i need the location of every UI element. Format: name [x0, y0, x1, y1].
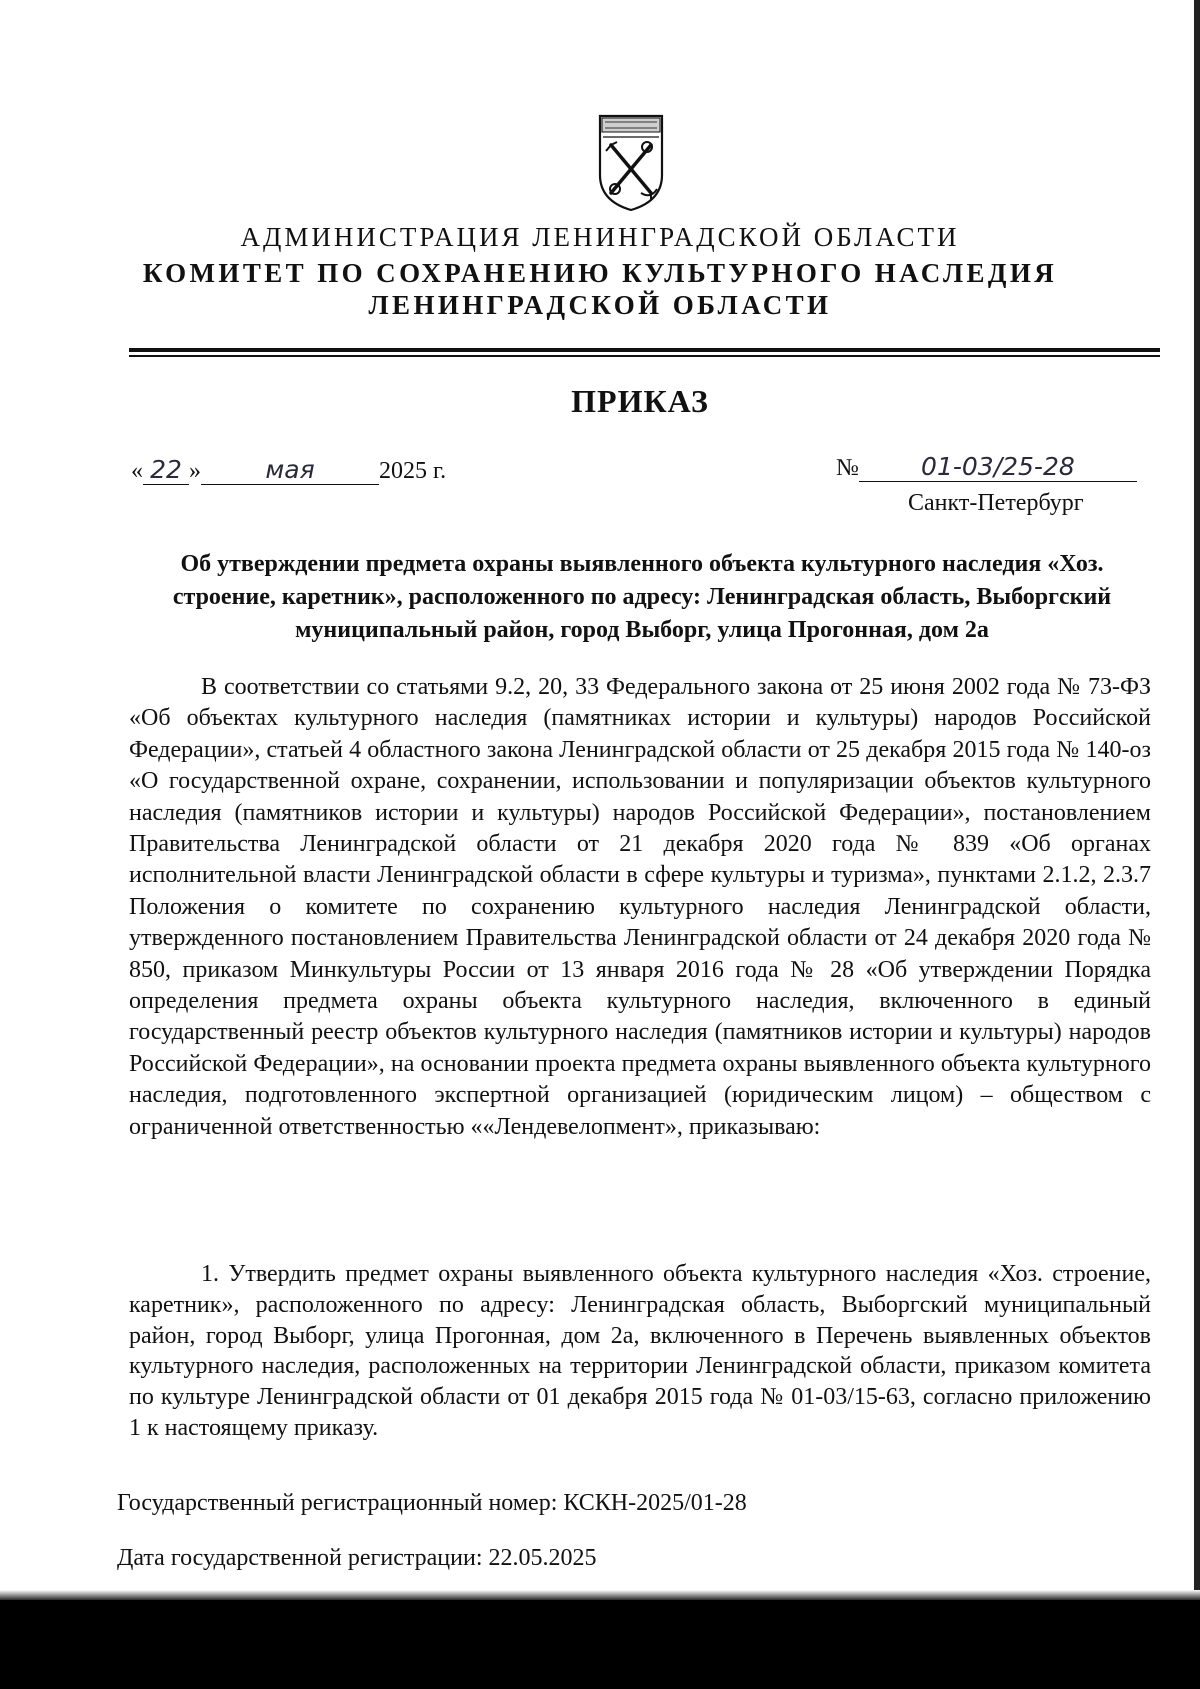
scan-edge-bottom	[0, 1600, 1200, 1689]
order-number-prefix: №	[836, 455, 859, 481]
order-number-line	[836, 452, 1137, 482]
order-day-field: 22	[143, 455, 189, 485]
header-rule-thick	[129, 348, 1160, 352]
order-title: ПРИКАЗ	[571, 383, 709, 419]
quote-close: »	[189, 458, 201, 484]
coat-of-arms-icon	[597, 113, 665, 213]
quote-open: «	[131, 458, 143, 484]
order-month-field: мая	[201, 455, 379, 485]
order-subject: Об утверждении предмета охраны выявленного объекта культурного наследия «Хоз. строение, каретник», расположенного по адресу: Ленинградская область, Выборгский муниципальный район, город Выборг, улица Прогонная, дом 2а	[172, 551, 1112, 643]
order-date-line	[131, 455, 446, 485]
header-rule-thin	[129, 355, 1160, 357]
administration-heading: АДМИНИСТРАЦИЯ ЛЕНИНГРАДСКОЙ ОБЛАСТИ	[240, 222, 960, 252]
order-number-field: 01-03/25-28	[859, 452, 1137, 482]
order-place: Санкт-Петербург	[908, 490, 1084, 516]
scan-edge-right	[1194, 0, 1200, 1590]
preamble-paragraph: В соответствии со статьями 9.2, 20, 33 Федерального закона от 25 июня 2002 года № 73-ФЗ «Об объектах культурного наследия (памятниках истории и культуры) народов Российской Федерации», статьей 4 областного закона Ленинградской области от 25 декабря 2015 года № 140-оз «О государственной охране, сохранении, использовании и популяризации объектов культурного наследия (памятников истории и культуры) народов Российской Федерации», постановлением Правительства Ленинградской области от 21 декабря 2020 года № 839 «Об органах исполнительной власти Ленинградской области в сфере культуры и туризма», пунктами 2.1.2, 2.3.7 Положения о комитете по сохранению культурного наследия Ленинградской области, утвержденного постановлением Правительства Ленинградской области от 24 декабря 2020 года № 850, приказом Минкультуры России от 13 января 2016 года № 28 «Об утверждении Порядка определения предмета охраны объекта культурного наследия, включенного в единый государственный реестр объектов культурного наследия (памятников истории и культуры) народов Российской Федерации», на основании проекта предмета охраны выявленного объекта культурного наследия, подготовленного экспертной организацией (юридическим лицом) – обществом с ограниченной ответственностью ««Лендевелопмент», приказываю:	[129, 674, 1151, 1140]
order-item-1: 1. Утвердить предмет охраны выявленного объекта культурного наследия «Хоз. строение, каретник», расположенного по адресу: Ленинградская область, Выборгский муниципальный район, город Выборг, улица Прогонная, дом 2а, включенного в Перечень выявленных объектов культурного наследия, расположенных на территории Ленинградской области, приказом комитета по культуре Ленинградской области от 01 декабря 2015 года № 01-03/15-63, согласно приложению 1 к настоящему приказу.	[129, 1261, 1151, 1441]
registration-date: Дата государственной регистрации: 22.05.2025	[117, 1545, 597, 1571]
committee-heading: КОМИТЕТ ПО СОХРАНЕНИЮ КУЛЬТУРНОГО НАСЛЕДИЯ	[142, 258, 1058, 288]
registration-number: Государственный регистрационный номер: КСКН-2025/01-28	[117, 1490, 747, 1516]
region-heading: ЛЕНИНГРАДСКОЙ ОБЛАСТИ	[368, 290, 832, 320]
order-year: 2025 г.	[379, 458, 447, 484]
